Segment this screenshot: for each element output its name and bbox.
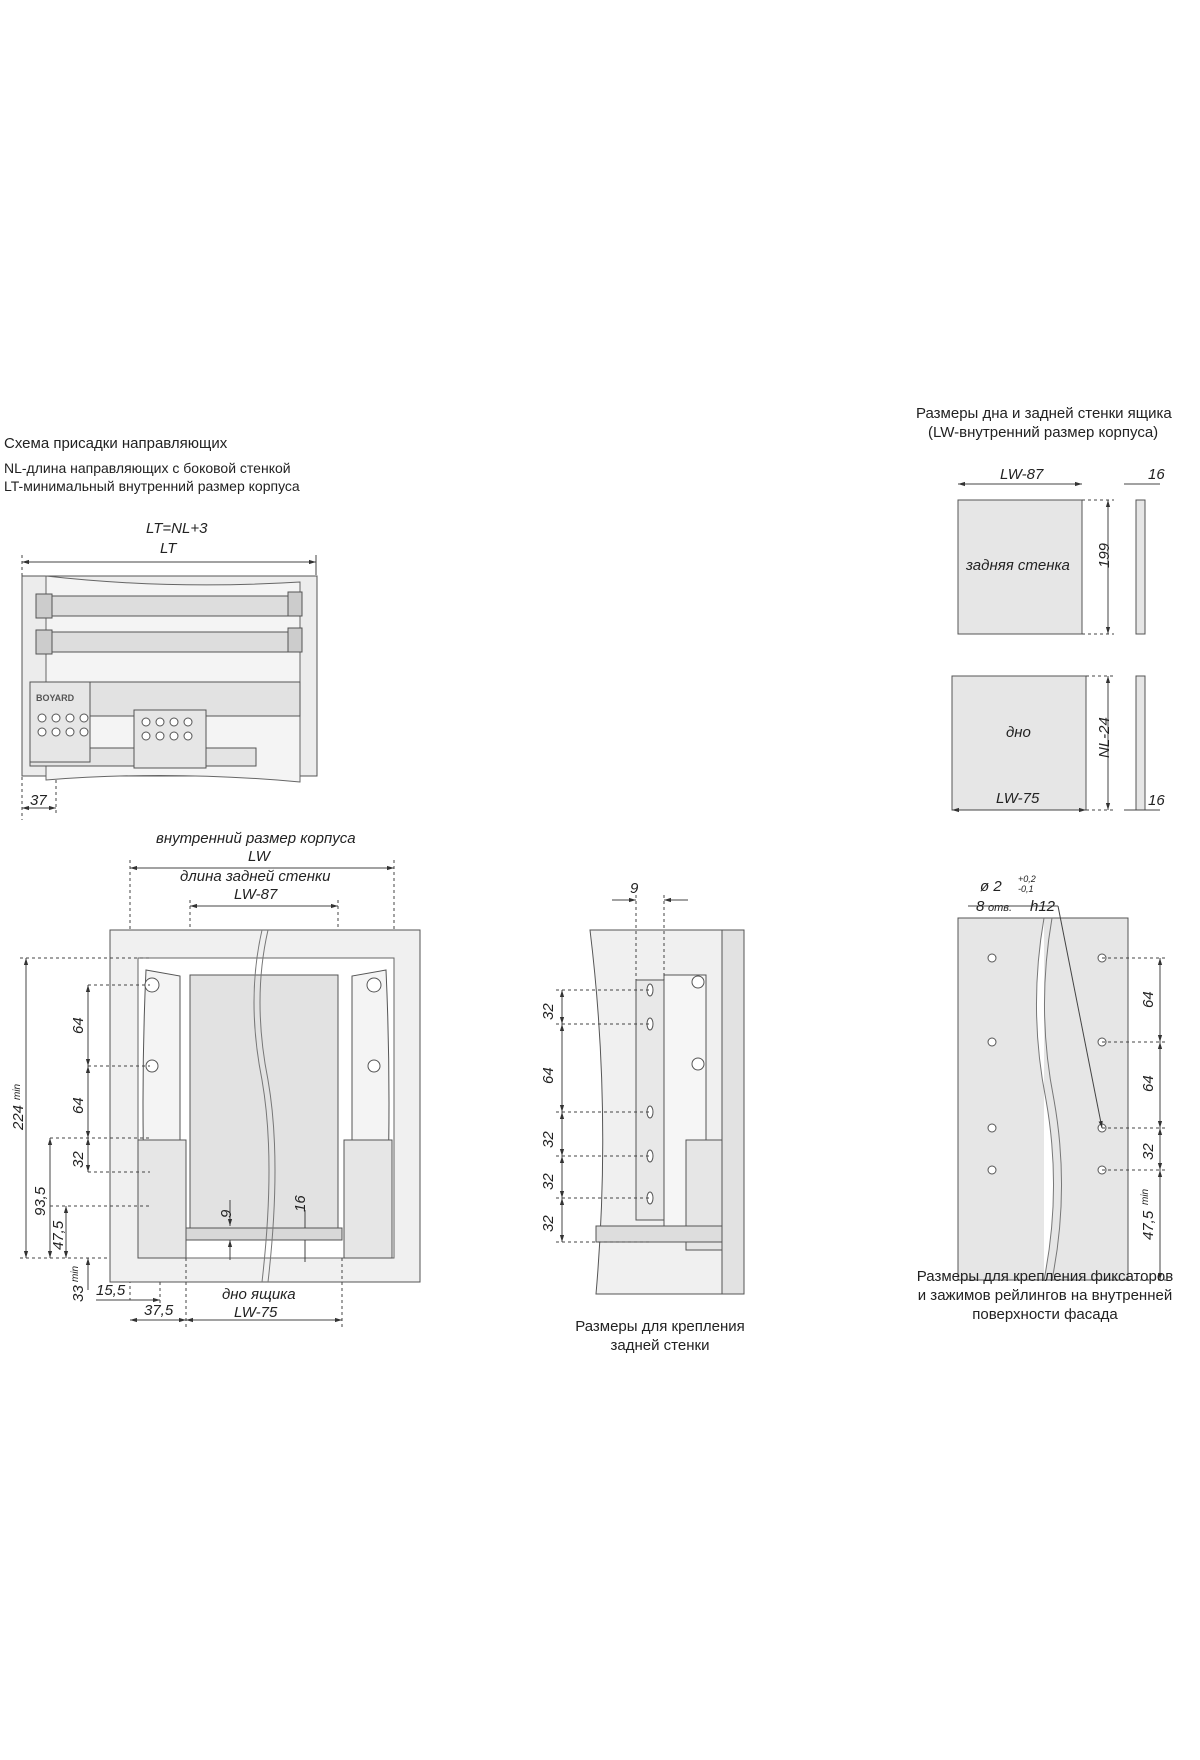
hole-diameter: ø 2 — [980, 878, 1002, 895]
drawer-bottom-section — [186, 1228, 342, 1240]
bottom-label: дно — [1006, 724, 1031, 741]
back-length-value: LW-87 — [234, 886, 278, 903]
facade-caption-1: Размеры для крепления фиксаторов — [916, 1268, 1174, 1285]
hole-tolerance-minus: -0,1 — [1018, 884, 1034, 894]
back-mount-dim-32-b: 32 — [540, 1131, 557, 1148]
back-wall-width-dim: LW-87 — [1000, 466, 1044, 483]
back-mount-caption-1: Размеры для крепления — [575, 1318, 745, 1335]
holes-label: отв. — [988, 902, 1013, 914]
rail-upper — [50, 596, 290, 616]
back-wall-edge-section — [636, 980, 664, 1220]
bottom-thickness-dim: 16 — [1148, 792, 1165, 809]
inner-size-value: LW — [248, 848, 270, 865]
facade-dim-32: 32 — [1140, 1143, 1157, 1160]
schema-note-nl: NL-длина направляющих с боковой стенкой — [4, 460, 291, 476]
back-mount-dim-64: 64 — [540, 1067, 557, 1084]
back-mount-caption-2: задней стенки — [610, 1337, 710, 1354]
back-wall-height-dim: 199 — [1096, 542, 1113, 568]
drawer-bottom-label: дно ящика — [222, 1286, 296, 1303]
holes-depth: h12 — [1030, 898, 1056, 915]
dim-9: 9 — [218, 1209, 235, 1218]
back-mount-dim-9: 9 — [630, 880, 639, 897]
dim-lt: LT — [160, 540, 177, 557]
facade-holes-section — [958, 906, 1166, 1280]
dim-37-5: 37,5 — [144, 1302, 174, 1319]
back-mount-dim-32-c: 32 — [540, 1173, 557, 1190]
runner-left — [138, 1140, 186, 1258]
facade-caption-3: поверхности фасада — [972, 1306, 1118, 1323]
back-wall-label: задняя стенка — [966, 557, 1070, 574]
facade-dim-64-a: 64 — [1140, 991, 1157, 1008]
dim-64-lower: 64 — [70, 1097, 87, 1114]
bottom-depth-dim: NL-24 — [1096, 717, 1113, 758]
dim-lt-formula: LT=NL+3 — [146, 520, 208, 537]
back-length-label: длина задней стенки — [180, 868, 331, 885]
facade-dim-min: min — [1140, 1188, 1151, 1205]
bottom-width-dim: LW-75 — [996, 790, 1040, 807]
panels-subtitle: (LW-внутренний размер корпуса) — [928, 424, 1159, 441]
rail-lower — [50, 632, 290, 652]
back-wall-mount-section — [556, 895, 744, 1294]
hole-tolerance-plus: +0,2 — [1018, 874, 1036, 884]
bottom-edge — [1136, 676, 1145, 810]
dim-224: 224 — [10, 1104, 27, 1130]
boyard-logo: BOYARD — [36, 693, 75, 703]
facade-dim-64-b: 64 — [1140, 1075, 1157, 1092]
schema-note-lt: LT-минимальный внутренний размер корпуса — [4, 478, 300, 494]
dim-33: 33 — [70, 1285, 87, 1302]
back-wall-section — [190, 975, 338, 1240]
drawer-front-section — [20, 860, 420, 1328]
facade-dim-47-5: 47,5 — [1140, 1210, 1157, 1240]
back-wall-thickness-dim: 16 — [1148, 466, 1165, 483]
dim-16: 16 — [292, 1195, 309, 1212]
panel-sizes — [952, 484, 1160, 810]
panels-title: Размеры дна и задней стенки ящика — [916, 405, 1172, 422]
dim-15-5: 15,5 — [96, 1282, 126, 1299]
back-mount-dim-32-a: 32 — [540, 1003, 557, 1020]
schema-title: Схема присадки направляющих — [4, 435, 228, 452]
dim-47-5: 47,5 — [50, 1220, 67, 1250]
inner-size-label: внутренний размер корпуса — [156, 830, 356, 847]
drawer-bottom-value: LW-75 — [234, 1304, 278, 1321]
guide-drilling-schema — [22, 555, 317, 820]
facade-caption-2: и зажимов рейлингов на внутренней — [917, 1287, 1173, 1304]
back-wall-edge — [1136, 500, 1145, 634]
runner-right — [344, 1140, 392, 1258]
back-mount-dim-32-d: 32 — [540, 1215, 557, 1232]
dim-32: 32 — [70, 1151, 87, 1168]
dim-37: 37 — [30, 792, 47, 809]
holes-count: 8 — [976, 898, 985, 915]
dim-64-upper: 64 — [70, 1017, 87, 1034]
dim-93-5: 93,5 — [32, 1186, 49, 1216]
dim-224-min: min — [12, 1083, 23, 1100]
dim-33-min: min — [70, 1265, 81, 1282]
